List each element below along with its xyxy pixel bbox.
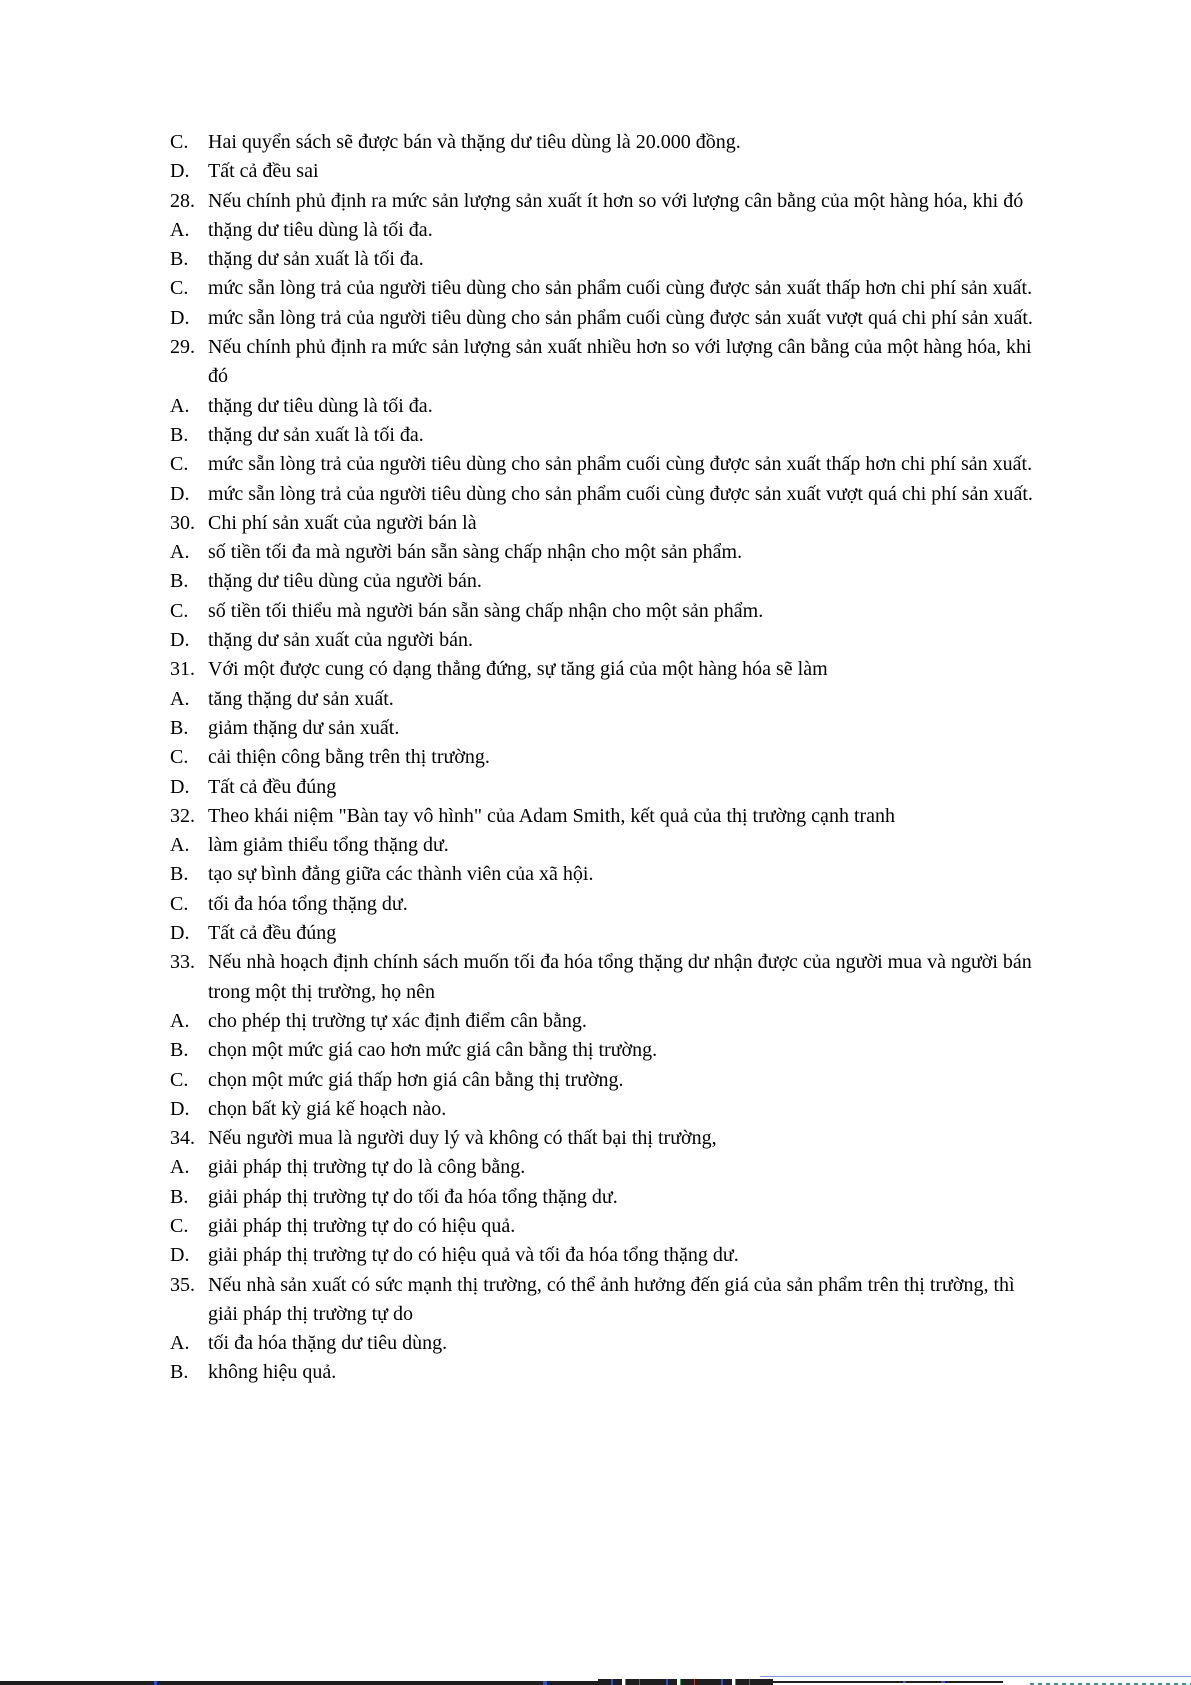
artifact-line-top bbox=[760, 1676, 1191, 1677]
option-row bbox=[170, 1095, 1040, 1124]
question-text: Theo khái niệm "Bàn tay vô hình" của Adam Smith, kết quả của thị trường cạnh tranh bbox=[208, 804, 896, 827]
option-row bbox=[170, 1241, 1040, 1270]
option-letter: D. bbox=[170, 160, 190, 183]
question-text: Chi phí sản xuất của người bán là bbox=[208, 511, 477, 534]
question-row bbox=[170, 655, 1040, 684]
option-row bbox=[170, 304, 1040, 333]
option-letter: A. bbox=[170, 218, 190, 241]
option-row bbox=[170, 831, 1040, 860]
option-letter: B. bbox=[170, 423, 189, 446]
question-row bbox=[170, 802, 1040, 831]
question-number: 30. bbox=[170, 511, 195, 534]
question-row bbox=[170, 948, 1040, 1007]
option-text: cải thiện công bằng trên thị trường. bbox=[208, 746, 490, 769]
option-row bbox=[170, 1153, 1040, 1182]
option-text: giải pháp thị trường tự do có hiệu quả và tối đa hóa tổng thặng dư. bbox=[208, 1244, 739, 1267]
option-text: thặng dư tiêu dùng là tối đa. bbox=[208, 394, 433, 417]
option-row bbox=[170, 860, 1040, 889]
option-letter: C. bbox=[170, 746, 189, 769]
option-row bbox=[170, 567, 1040, 596]
option-letter: C. bbox=[170, 1068, 189, 1091]
option-row bbox=[170, 1036, 1040, 1065]
option-text: số tiền tối đa mà người bán sẵn sàng chấp nhận cho một sản phẩm. bbox=[208, 541, 743, 564]
option-letter: D. bbox=[170, 1244, 190, 1267]
option-letter: D. bbox=[170, 306, 190, 329]
option-text: thặng dư tiêu dùng là tối đa. bbox=[208, 218, 433, 241]
option-row bbox=[170, 773, 1040, 802]
option-row bbox=[170, 216, 1040, 245]
option-row bbox=[170, 714, 1040, 743]
option-text: làm giảm thiểu tổng thặng dư. bbox=[208, 834, 449, 857]
option-letter: C. bbox=[170, 1214, 189, 1237]
option-text: Tất cả đều đúng bbox=[208, 922, 337, 945]
question-row bbox=[170, 333, 1040, 392]
option-text: mức sẵn lòng trả của người tiêu dùng cho sản phẩm cuối cùng được sản xuất thấp hơn chi phí sản xuất. bbox=[208, 453, 1033, 476]
option-text: tăng thặng dư sản xuất. bbox=[208, 687, 394, 710]
option-text: số tiền tối thiểu mà người bán sẵn sàng chấp nhận cho một sản phẩm. bbox=[208, 599, 764, 622]
question-text: Nếu chính phủ định ra mức sản lượng sản xuất ít hơn so với lượng cân bằng của một hàng hóa, khi đó bbox=[208, 189, 1024, 212]
option-text: chọn bất kỳ giá kế hoạch nào. bbox=[208, 1097, 447, 1120]
option-letter: A. bbox=[170, 834, 190, 857]
option-text: chọn một mức giá thấp hơn giá cân bằng thị trường. bbox=[208, 1068, 624, 1091]
question-number: 31. bbox=[170, 658, 195, 681]
option-row bbox=[170, 626, 1040, 655]
option-letter: D. bbox=[170, 1097, 190, 1120]
question-row bbox=[170, 1271, 1040, 1330]
question-row bbox=[170, 187, 1040, 216]
option-letter: A. bbox=[170, 687, 190, 710]
option-letter: D. bbox=[170, 482, 190, 505]
option-text: mức sẵn lòng trả của người tiêu dùng cho sản phẩm cuối cùng được sản xuất thấp hơn chi phí sản xuất. bbox=[208, 277, 1033, 300]
option-row bbox=[170, 128, 1040, 157]
question-number: 34. bbox=[170, 1127, 195, 1150]
option-letter: C. bbox=[170, 892, 189, 915]
option-text: Hai quyển sách sẽ được bán và thặng dư tiêu dùng là 20.000 đồng. bbox=[208, 131, 741, 153]
option-text: Tất cả đều sai bbox=[208, 160, 319, 183]
option-letter: D. bbox=[170, 629, 190, 652]
option-letter: A. bbox=[170, 1156, 190, 1179]
option-text: mức sẵn lòng trả của người tiêu dùng cho sản phẩm cuối cùng được sản xuất vượt quá chi phí sản xuất. bbox=[208, 482, 1033, 505]
option-row bbox=[170, 245, 1040, 274]
option-row bbox=[170, 1007, 1040, 1036]
option-row bbox=[170, 450, 1040, 479]
option-row bbox=[170, 1183, 1040, 1212]
question-text: Nếu chính phủ định ra mức sản lượng sản xuất nhiều hơn so với lượng cân bằng của một hàng hóa, khi đó bbox=[208, 336, 1032, 388]
option-row bbox=[170, 538, 1040, 567]
option-letter: B. bbox=[170, 1039, 189, 1062]
option-text: thặng dư tiêu dùng của người bán. bbox=[208, 570, 482, 593]
option-letter: C. bbox=[170, 277, 189, 300]
option-text: mức sẵn lòng trả của người tiêu dùng cho sản phẩm cuối cùng được sản xuất vượt quá chi phí sản xuất. bbox=[208, 306, 1033, 329]
option-text: cho phép thị trường tự xác định điểm cân bằng. bbox=[208, 1009, 587, 1032]
option-row bbox=[170, 743, 1040, 772]
question-text: Nếu người mua là người duy lý và không có thất bại thị trường, bbox=[208, 1127, 717, 1150]
option-text: tối đa hóa thặng dư tiêu dùng. bbox=[208, 1332, 448, 1355]
option-text: chọn một mức giá cao hơn mức giá cân bằng thị trường. bbox=[208, 1039, 658, 1062]
option-text: thặng dư sản xuất là tối đa. bbox=[208, 248, 424, 271]
option-row bbox=[170, 421, 1040, 450]
option-text: không hiệu quả. bbox=[208, 1361, 337, 1384]
option-letter: A. bbox=[170, 394, 190, 417]
question-text: Nếu nhà sản xuất có sức mạnh thị trường, có thể ảnh hưởng đến giá của sản phẩm trên thị trường, thì giải pháp thị trường tự do bbox=[208, 1273, 1015, 1325]
question-number: 29. bbox=[170, 336, 195, 359]
option-letter: C. bbox=[170, 453, 189, 476]
option-letter: B. bbox=[170, 1185, 189, 1208]
option-text: thặng dư sản xuất là tối đa. bbox=[208, 423, 424, 446]
option-row bbox=[170, 685, 1040, 714]
option-row bbox=[170, 1358, 1040, 1387]
option-letter: B. bbox=[170, 863, 189, 886]
exam-content bbox=[170, 128, 1040, 1388]
question-text: Nếu nhà hoạch định chính sách muốn tối đa hóa tổng thặng dư nhận được của người mua và người bán trong một thị trường, họ nên bbox=[208, 951, 1032, 1003]
option-letter: A. bbox=[170, 541, 190, 564]
question-number: 33. bbox=[170, 951, 195, 974]
option-text: giảm thặng dư sản xuất. bbox=[208, 716, 400, 739]
question-number: 35. bbox=[170, 1273, 195, 1296]
option-letter: C. bbox=[170, 599, 189, 622]
option-letter: A. bbox=[170, 1009, 190, 1032]
option-row bbox=[170, 890, 1040, 919]
option-letter: B. bbox=[170, 570, 189, 593]
option-letter: D. bbox=[170, 922, 190, 945]
option-letter: A. bbox=[170, 1332, 190, 1355]
option-letter: C. bbox=[170, 131, 189, 153]
option-row bbox=[170, 919, 1040, 948]
option-row bbox=[170, 274, 1040, 303]
option-row bbox=[170, 480, 1040, 509]
option-text: Tất cả đều đúng bbox=[208, 775, 337, 798]
option-text: tối đa hóa tổng thặng dư. bbox=[208, 892, 408, 915]
option-row bbox=[170, 392, 1040, 421]
artifact-bar-left bbox=[0, 1681, 598, 1685]
option-row bbox=[170, 597, 1040, 626]
page-bottom-artifact bbox=[0, 1674, 1191, 1685]
option-letter: B. bbox=[170, 248, 189, 271]
option-row bbox=[170, 1212, 1040, 1241]
option-text: tạo sự bình đẳng giữa các thành viên của xã hội. bbox=[208, 863, 594, 886]
artifact-line-thin bbox=[773, 1681, 1003, 1683]
option-letter: B. bbox=[170, 716, 189, 739]
option-text: giải pháp thị trường tự do là công bằng. bbox=[208, 1156, 526, 1179]
option-text: giải pháp thị trường tự do tối đa hóa tổng thặng dư. bbox=[208, 1185, 618, 1208]
question-text: Với một được cung có dạng thẳng đứng, sự tăng giá của một hàng hóa sẽ làm bbox=[208, 658, 828, 681]
option-letter: B. bbox=[170, 1361, 189, 1384]
question-row bbox=[170, 1124, 1040, 1153]
option-letter: D. bbox=[170, 775, 190, 798]
question-number: 28. bbox=[170, 189, 195, 212]
option-text: giải pháp thị trường tự do có hiệu quả. bbox=[208, 1214, 516, 1237]
option-row bbox=[170, 157, 1040, 186]
option-text: thặng dư sản xuất của người bán. bbox=[208, 629, 473, 652]
option-row bbox=[170, 1066, 1040, 1095]
question-row bbox=[170, 509, 1040, 538]
question-number: 32. bbox=[170, 804, 195, 827]
artifact-bar-noise bbox=[598, 1679, 773, 1685]
option-row bbox=[170, 1329, 1040, 1358]
